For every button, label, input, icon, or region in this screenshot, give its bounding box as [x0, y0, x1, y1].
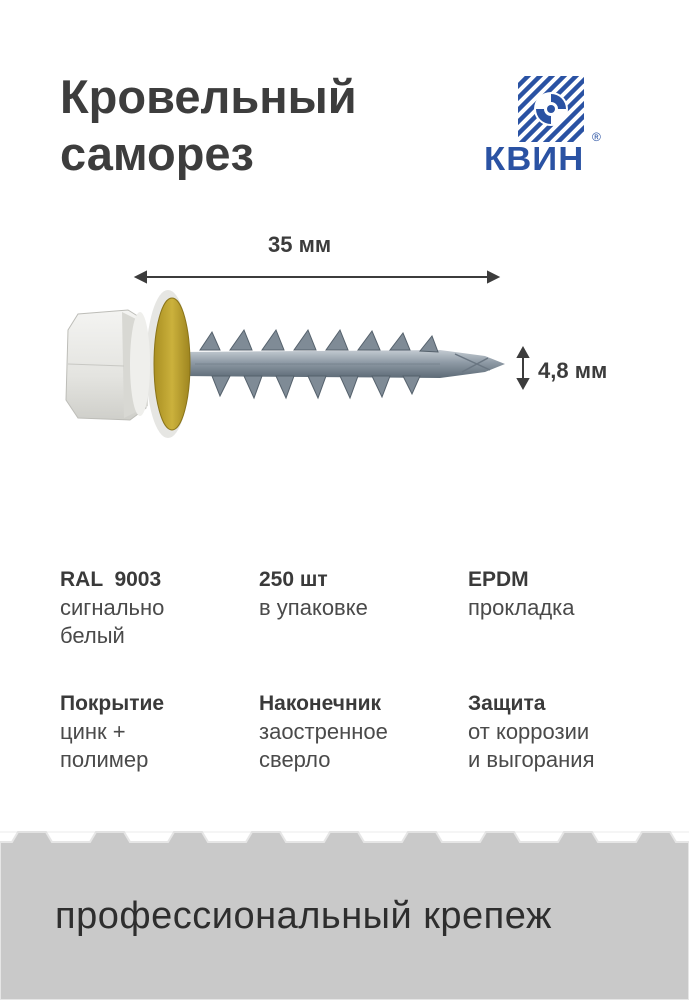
registered-mark: ®	[592, 130, 601, 144]
logo-emblem-icon	[518, 76, 584, 142]
spec-protection-head: Защита	[468, 692, 546, 715]
tagline: профессиональный крепеж	[55, 895, 552, 937]
diameter-arrow	[518, 348, 528, 388]
title-line-2: саморез	[60, 127, 254, 180]
diameter-label: 4,8 мм	[538, 358, 608, 383]
spec-quantity-head: 250 шт	[259, 568, 328, 591]
spec-quantity	[259, 566, 368, 622]
brand-logo	[484, 76, 624, 176]
product-title	[60, 68, 357, 182]
spec-gasket	[468, 566, 575, 622]
spec-ral-sub-1: сигнально	[60, 595, 165, 620]
spec-protection-sub-1: от коррозии	[468, 719, 590, 744]
spec-protection-sub-2: и выгорания	[468, 747, 595, 772]
spec-tip-sub-1: заостренное	[259, 719, 388, 744]
spec-ral	[60, 566, 164, 650]
spec-gasket-sub-1: прокладка	[468, 595, 575, 620]
spec-coating	[60, 690, 164, 774]
spec-coating-head: Покрытие	[60, 692, 165, 715]
spec-ral-sub-2: белый	[60, 623, 125, 648]
spec-protection	[468, 690, 595, 774]
spec-coating-sub-2: полимер	[60, 747, 149, 772]
spec-gasket-head: EPDM	[468, 568, 529, 591]
length-arrow	[136, 272, 498, 282]
spec-coating-sub-1: цинк +	[60, 719, 126, 744]
screw-illustration	[0, 270, 689, 480]
spec-tip	[259, 690, 388, 774]
spec-quantity-sub-1: в упаковке	[259, 595, 368, 620]
spec-tip-head: Наконечник	[259, 692, 382, 715]
logo-wordmark: КВИН	[484, 140, 585, 177]
length-label: 35 мм	[268, 232, 332, 257]
spec-ral-head: RAL 9003	[60, 568, 162, 591]
title-line-1: Кровельный	[60, 70, 357, 123]
spec-tip-sub-2: сверло	[259, 747, 331, 772]
